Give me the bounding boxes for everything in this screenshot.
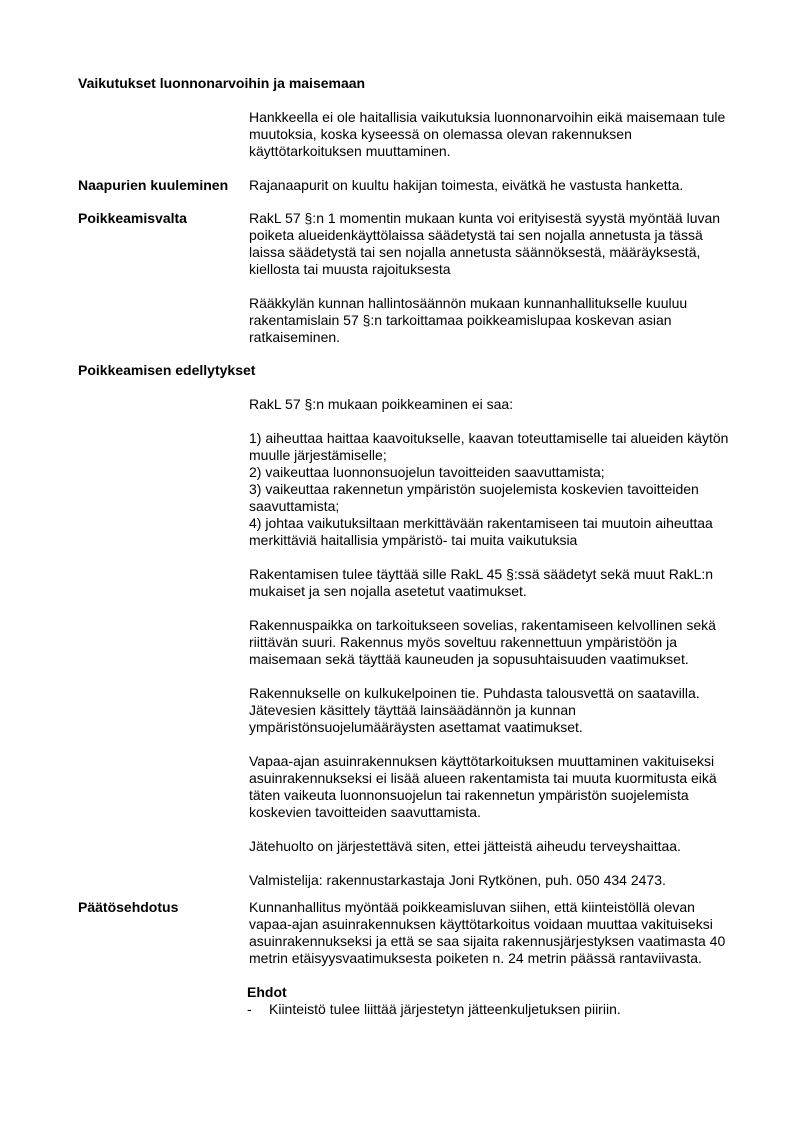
paatosehdotus-label: Päätösehdotus <box>78 899 179 915</box>
edellytykset-body <box>249 396 739 889</box>
poikkeamisvalta-label: Poikkeamisvalta <box>78 210 187 226</box>
paatosehdotus-body <box>249 899 739 1018</box>
section-heading-vaikutukset: Vaikutukset luonnonarvoihin ja maisemaan <box>78 75 366 91</box>
paragraph: Jätehuolto on järjestettävä siten, ettei jätteistä aiheudu terveyshaittaa. <box>249 838 681 854</box>
list-item: 2) vaikeuttaa luonnonsuojelun tavoitteiden saavuttamista; <box>249 464 605 480</box>
paragraph: Rakennuspaikka on tarkoitukseen sovelias, rakentamiseen kelvollinen sekä riittävän suuri. Rakennus myös soveltuu rakennettuun ympäristöön ja maisemaan sekä täyttää kauneuden ja sopusuhtaisuuden vaatimukset. <box>249 617 716 667</box>
section-heading-edellytykset: Poikkeamisen edellytykset <box>78 362 256 378</box>
paatosehdotus-text: Kunnanhallitus myöntää poikkeamisluvan siihen, että kiinteistöllä olevan vapaa-ajan asuinrakennuksen käyttötarkoitus voidaan muuttaa vakituiseksi asuinrakennukseksi ja että se saa sijaita rakennusjärjestyksen vaatimasta 40 metrin etäisyysvaatimuksesta poiketen n. 24 metrin päässä rantaviivasta. <box>249 899 726 966</box>
ehdot-item <box>247 1001 739 1018</box>
edellytykset-list <box>249 430 739 549</box>
paragraph: RakL 57 §:n 1 momentin mukaan kunta voi erityisestä syystä myöntää luvan poiketa alueidenkäyttölaissa säädetystä tai sen nojalla annetusta ja tässä laissa säädetystä tai sen nojalla annetusta säännöksestä, määräyksestä, kiellosta tai muusta rajoituksesta <box>249 210 721 277</box>
paragraph: Rakennukselle on kulkukelpoinen tie. Puhdasta talousvettä on saatavilla. Jätevesien käsittely täyttää lainsäädännön ja kunnan ympäristönsuojelumääräysten asettamat vaatimukset. <box>249 685 700 735</box>
naapurien-kuuleminen-text: Rajanaapurit on kuultu hakijan toimesta, eivätkä he vastusta hanketta. <box>249 177 684 193</box>
paragraph: Rääkkylän kunnan hallintosäännön mukaan kunnanhallitukselle kuuluu rakentamislain 57 §:n tarkoittamaa poikkeamislupaa koskevan asian ratkaiseminen. <box>249 295 688 345</box>
poikkeamisvalta-body <box>249 210 739 346</box>
list-item: 3) vaikeuttaa rakennetun ympäristön suojelemista koskevien tavoitteiden saavuttamista; <box>249 481 699 514</box>
paragraph: Vapaa-ajan asuinrakennuksen käyttötarkoituksen muuttaminen vakituiseksi asuinrakennukseksi ei lisää alueen rakentamista tai muuta kuormitusta eikä täten vaikeuta luonnonsuojelun tai rakennetun ympäristön suojelemista koskevien tavoitteiden saavuttamista. <box>249 753 717 820</box>
dash-bullet-icon: - <box>247 1001 252 1017</box>
paragraph: Rakentamisen tulee täyttää sille RakL 45 §:ssä säädetyt sekä muut RakL:n mukaiset ja sen nojalla asetetut vaatimukset. <box>249 566 714 599</box>
ehdot-item-text: Kiinteistö tulee liittää järjestetyn jätteenkuljetuksen piiriin. <box>269 1001 621 1017</box>
vaikutukset-text: Hankkeella ei ole haitallisia vaikutuksia luonnonarvoihin eikä maisemaan tule muutoksia, koska kyseessä on olemassa olevan rakennuksen käyttötarkoituksen muuttaminen. <box>249 109 726 159</box>
naapurien-kuuleminen-label: Naapurien kuuleminen <box>78 177 229 193</box>
list-item: 4) johtaa vaikutuksiltaan merkittävään rakentamiseen tai muutoin aiheuttaa merkittäviä haitallisia ympäristö- tai muita vaikutuksia <box>249 515 713 548</box>
edellytykset-intro: RakL 57 §:n mukaan poikkeaminen ei saa: <box>249 396 514 412</box>
preparer-line: Valmistelija: rakennustarkastaja Joni Rytkönen, puh. 050 434 2473. <box>249 872 666 888</box>
list-item: 1) aiheuttaa haittaa kaavoitukselle, kaavan toteuttamiselle tai alueiden käytön muulle järjestämiselle; <box>249 430 729 463</box>
ehdot-block <box>249 984 739 1018</box>
ehdot-heading: Ehdot <box>247 984 287 1000</box>
